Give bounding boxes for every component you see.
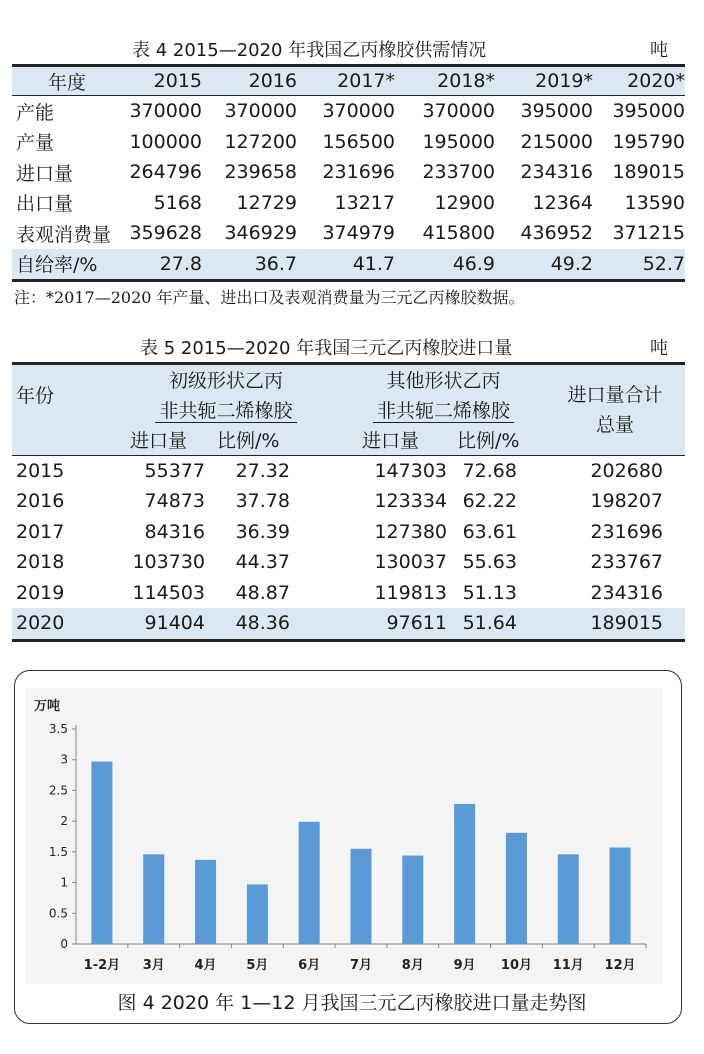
table5-cell: 147303 — [374, 459, 447, 482]
x-tick-label: 11月 — [552, 958, 584, 973]
table4-cell: 195000 — [422, 130, 495, 153]
table5-cell: 103730 — [132, 551, 205, 574]
x-tick-label: 1-2月 — [83, 958, 121, 973]
bar — [91, 762, 112, 944]
table5-cell: 2015 — [16, 459, 65, 482]
table5-cell: 2019 — [16, 581, 65, 604]
x-tick-label: 3月 — [142, 958, 165, 973]
x-tick-label: 10月 — [500, 958, 533, 973]
table5-sub-import-1: 进口量 — [110, 424, 205, 455]
table5-cell: 48.36 — [205, 608, 322, 640]
table4-header-cell: 2017* — [297, 66, 395, 96]
table4-cell: 189015 — [612, 161, 685, 184]
table4-cell: 49.2 — [495, 249, 593, 281]
bar — [610, 848, 631, 944]
table4-row — [12, 249, 685, 281]
table4-cell: 13590 — [624, 191, 685, 214]
table5-cell: 55.63 — [462, 551, 517, 574]
bar — [247, 884, 268, 944]
x-tick-label: 9月 — [453, 958, 476, 973]
table5-group2-label: 其他形状乙丙 — [386, 370, 501, 392]
table5-cell: 36.39 — [235, 520, 290, 543]
table4-cell: 395000 — [612, 100, 685, 123]
table4-cell: 215000 — [520, 130, 593, 153]
table5-row — [12, 517, 685, 548]
table4-cell: 415800 — [422, 222, 495, 245]
table4-header-cell: 2016 — [202, 66, 297, 96]
table5 — [12, 362, 685, 642]
table4-row — [12, 188, 685, 219]
table5-header-group1-line2 — [110, 394, 322, 424]
table5-header-year: 年份 — [12, 364, 110, 425]
table4-header-cell: 2018* — [395, 66, 495, 96]
table5-row — [12, 547, 685, 578]
bar — [402, 856, 423, 944]
table5-cell: 2020 — [12, 608, 110, 640]
y-axis-unit-label: 万吨 — [34, 699, 61, 714]
table5-title: 表 5 2015—2020 年我国三元乙丙橡胶进口量 — [140, 338, 513, 359]
x-tick-label: 7月 — [349, 958, 373, 973]
y-tick-label: 0 — [60, 937, 68, 951]
table5-cell: 55377 — [144, 459, 205, 482]
table5-cell: 27.32 — [235, 459, 290, 482]
table5-cell: 74873 — [144, 490, 205, 513]
table5-cell: 84316 — [144, 520, 205, 543]
table5-sub-ratio-2: 比例/% — [447, 424, 545, 455]
table4-cell: 41.7 — [297, 249, 395, 281]
table4-cell: 127200 — [224, 130, 297, 153]
table4-cell: 12729 — [236, 191, 297, 214]
x-tick-label: 12月 — [604, 958, 636, 973]
table5-cell: 48.87 — [235, 581, 290, 604]
table5-cell: 189015 — [545, 608, 685, 640]
table5-cell: 91404 — [110, 608, 205, 640]
table5-row — [12, 455, 685, 486]
table4-cell: 359628 — [129, 222, 202, 245]
table5-cell: 97611 — [322, 608, 447, 640]
import-volume-bar-chart — [26, 688, 662, 984]
table4-row — [12, 157, 685, 188]
bar — [143, 854, 164, 944]
table4-cell: 进口量 — [16, 162, 74, 185]
table5-cell: 2017 — [16, 520, 65, 543]
figure-caption: 图 4 2020 年 1—12 月我国三元乙丙橡胶进口量走势图 — [117, 992, 587, 1014]
y-tick-label: 0.5 — [48, 906, 68, 921]
bar — [558, 854, 579, 944]
table5-group1-label-2: 非共轭二烯橡胶 — [155, 400, 296, 423]
table4-note: 注：*2017—2020 年产量、进出口及表观消费量为三元乙丙橡胶数据。 — [14, 288, 525, 307]
table4-cell: 231696 — [322, 161, 395, 184]
table4-cell: 156500 — [322, 130, 395, 153]
bar — [195, 860, 216, 944]
bar — [299, 822, 320, 944]
y-tick-label: 2.5 — [48, 783, 68, 798]
bar — [454, 804, 475, 944]
table5-cell: 63.61 — [462, 520, 517, 543]
table4-cell: 239658 — [224, 161, 297, 184]
table5-cell: 37.78 — [235, 490, 290, 513]
table4-header-cell: 2020* — [593, 66, 685, 96]
table4-row — [12, 218, 685, 249]
table4-cell: 产量 — [16, 132, 55, 155]
table4-cell: 27.8 — [122, 249, 202, 281]
table4-cell: 出口量 — [16, 193, 74, 216]
table4-header-cell: 2015 — [122, 66, 202, 96]
table4 — [12, 64, 685, 282]
table4-cell: 370000 — [422, 100, 495, 123]
table4-cell: 13217 — [334, 191, 395, 214]
table4-cell: 自给率/% — [12, 249, 122, 281]
table5-cell: 127380 — [374, 520, 447, 543]
table4-cell: 234316 — [520, 161, 593, 184]
table5-cell: 51.64 — [447, 608, 545, 640]
table5-row — [12, 486, 685, 517]
table4-cell: 52.7 — [593, 249, 685, 281]
y-tick-label: 3 — [60, 752, 68, 767]
table5-row — [12, 608, 685, 640]
table5-header-total — [545, 364, 685, 456]
x-tick-label: 4月 — [194, 958, 217, 973]
table5-cell: 119813 — [374, 581, 447, 604]
table5-cell: 114503 — [132, 581, 205, 604]
table4-cell: 表观消费量 — [16, 223, 112, 246]
table5-cell: 2016 — [16, 490, 65, 513]
table5-cell: 130037 — [374, 551, 447, 574]
table5-cell: 72.68 — [462, 459, 517, 482]
table5-cell: 233767 — [590, 551, 663, 574]
table5-header-blank — [12, 424, 110, 455]
table4-cell: 374979 — [322, 222, 395, 245]
table5-cell: 62.22 — [462, 490, 517, 513]
table5-cell: 51.13 — [462, 581, 517, 604]
table4-header-row — [12, 66, 685, 96]
table4-cell: 346929 — [224, 222, 297, 245]
table5-total-label-2: 总量 — [595, 413, 634, 436]
table4-unit: 吨 — [650, 40, 668, 61]
x-tick-label: 6月 — [298, 958, 321, 973]
table5-cell: 2018 — [16, 551, 65, 574]
y-tick-label: 3.5 — [48, 722, 68, 736]
table4-cell: 12364 — [532, 191, 593, 214]
table5-cell: 231696 — [590, 520, 663, 543]
table4-header-cell: 年度 — [12, 66, 122, 96]
table5-cell: 198207 — [590, 490, 663, 513]
table4-cell: 370000 — [322, 100, 395, 123]
table5-sub-ratio-1: 比例/% — [205, 424, 322, 455]
table4-cell: 12900 — [434, 191, 495, 214]
table5-sub-import-2: 进口量 — [322, 424, 447, 455]
table5-header-group2 — [322, 364, 545, 395]
table5-unit: 吨 — [650, 338, 668, 359]
table4-cell: 395000 — [520, 100, 593, 123]
table4-cell: 产能 — [16, 101, 55, 124]
y-tick-label: 2 — [60, 814, 68, 829]
bar — [506, 833, 527, 944]
table4-title: 表 4 2015—2020 年我国乙丙橡胶供需情况 — [132, 40, 487, 61]
table4-header-cell: 2019* — [495, 66, 593, 96]
table4-row — [12, 96, 685, 127]
y-tick-label: 1 — [60, 875, 68, 890]
table5-header-row-1 — [12, 364, 685, 395]
table4-cell: 5168 — [153, 191, 202, 214]
x-tick-label: 5月 — [246, 958, 269, 973]
table5-cell: 44.37 — [235, 551, 290, 574]
table4-cell: 195790 — [612, 130, 685, 153]
table4-row — [12, 127, 685, 158]
table4-cell: 370000 — [129, 100, 202, 123]
table4-cell: 264796 — [129, 161, 202, 184]
table4-cell: 46.9 — [395, 249, 495, 281]
table5-cell: 202680 — [590, 459, 663, 482]
table5-row — [12, 578, 685, 609]
table5-header-group2-line2 — [322, 394, 545, 424]
bar — [351, 849, 372, 944]
table5-header-group1 — [110, 364, 322, 395]
table4-cell: 436952 — [520, 222, 593, 245]
table5-total-label: 进口量合计 — [567, 383, 663, 406]
table4-cell: 370000 — [224, 100, 297, 123]
table5-cell: 123334 — [374, 490, 447, 513]
table5-group2-label-2: 非共轭二烯橡胶 — [373, 400, 514, 423]
table4-cell: 36.7 — [202, 249, 297, 281]
table4-cell: 233700 — [422, 161, 495, 184]
table4-cell: 100000 — [129, 130, 202, 153]
table5-cell: 234316 — [590, 581, 663, 604]
x-tick-label: 8月 — [401, 958, 424, 973]
table4-cell: 371215 — [612, 222, 685, 245]
table5-group1-label: 初级形状乙丙 — [168, 370, 283, 392]
y-tick-label: 1.5 — [48, 844, 68, 859]
